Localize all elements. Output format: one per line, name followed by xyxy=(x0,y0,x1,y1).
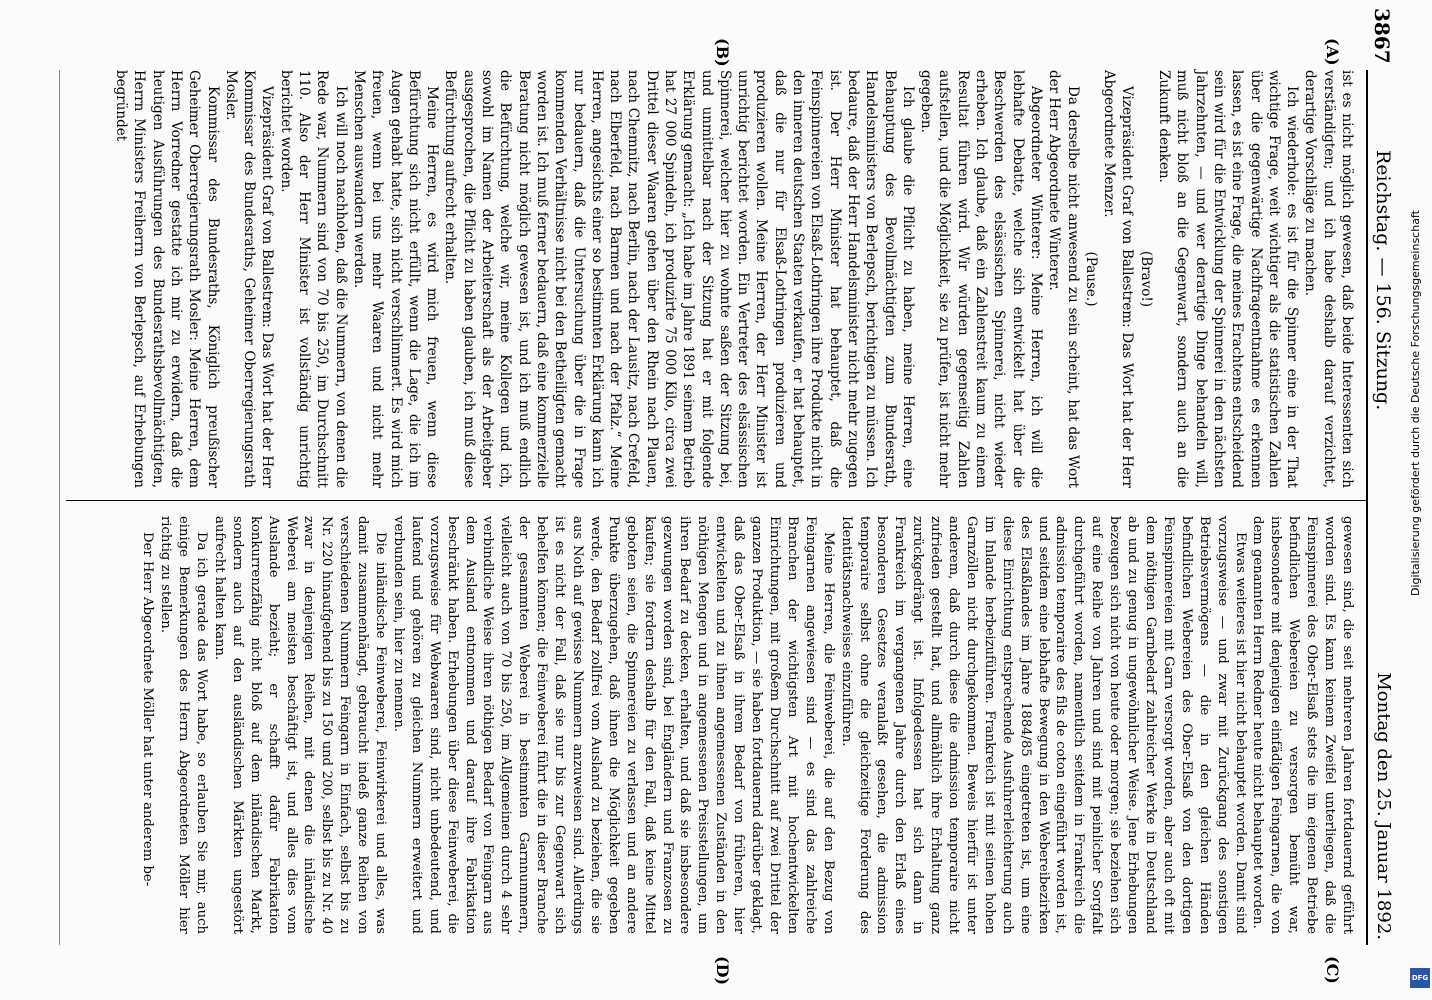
session-date: Montag den 25. Januar 1892. xyxy=(1373,672,1394,940)
right-column xyxy=(138,516,1356,934)
paragraph: gewesen sind, die seit mehreren Jahren fortdauernd geführt worden sind. Es kann keinem Zweifel unterliegen, daß die Feinspinnerei des Ober-Elsaß stets die im eigenen Betriebe befindlichen Webereien zu versorgen bemüht war, insbesondere mit denjenigen einfädigen Feingarnen, die von dem genannten Herrn Redner heute nicht behauptet worden. xyxy=(1250,516,1355,934)
speaker-paragraph: Vizepräsident Graf von Ballestrem: Das Wort hat der Herr Abgeordnete Menzer. xyxy=(1101,70,1136,488)
page-number: 3867 xyxy=(1370,8,1394,64)
paragraph: Da ich gerade das Wort habe, so erlauben Sie mir, auch einige Bemerkungen des Herrn Abgeordneten Möller hier richtig zu stellen. xyxy=(158,516,209,934)
paragraph: Da derselbe nicht anwesend zu sein scheint, hat das Wort der Herr Abgeordnete Winterer. xyxy=(1046,70,1081,488)
paragraph: Meine Herren, es wird mich freuen, wenn diese Befürchtung sich nicht erfüllt, wenn die Lage, die ich im Augen gehabt hatte, sich nicht verschlimmert. Es wird mich freuen, wenn bei uns mehr Waaren und nicht mehr Menschen auswandern werden. xyxy=(350,70,441,488)
bottom-rule xyxy=(59,70,60,945)
margin-letter-c: (C) xyxy=(1323,956,1342,984)
paragraph: Meine Herren, die Feinweberei, die auf den Bezug von Feingarnen angewiesen sind — es sind das zahlreiche Branchen der wichtigsten Art mit hochentwickelten Einrichtungen, mit großem Durchschnitt auf zwei Drittel der ganzen Produktion, — sie haben fortdauernd darüber geklagt, daß das Ober-Elsaß in ihrem Bedarf von früheren, hier entwickelten und zu ihnen angemessenen Zuständen in den nöthigen Mengen und in angemessenen Preisstellungen, um ihren Bedarf zu decken, erhalten, und daß sie insbesondere gezwungen worden sind, bei Engländern und Franzosen zu kaufen; sie fordern deshalb für den Fall, daß keine Mittel geboten seien, die Spinnereien zu verlassen und an andere Punkte überzugehen, daß ihnen die Möglichkeit gegeben werde, den Bedarf zollfrei vom Ausland zu beziehen, die sie aus Noth auf gewisse Nummern anzuweisen sind. Allerdings ist es nicht der Fall, daß sie nur bis zur Gegenwart sich behelfen können; die Feinweberei führt die in dieser Branche der gesammten Weberei in bestimmten Garnnummern, vielleicht auch von 70 bis 250, im Allgemeinen durch 4 sehr verbindliche Weise ihren nöthigen Bedarf von Feingarn aus dem Ausland entnommen und darauf ihre Fabrikation beschränkt haben. Erhebungen über diese Feinweberei, die vorzugsweise für Webwaaren sind, nicht unbedeutend, und laufend und gehören zu gleichen Nummern erweitert und verbunden sein, hier zu nennen. xyxy=(390,516,836,934)
paragraph: Die inländische Feinweberei, Feinwirkerei und alles, was damit zusammenhängt, gebraucht indeß ganze Reihen von verschiedenen Nummern Feingarn in Einfach, selbst bis zu Nr. 220 hinaufgehend bis zu 150 und 200, selbst bis zu Nr. 40 zwar in denjenigen Reihen, mit denen die inländische Weberei am meisten beschäftigt ist, und alles dies vom Auslande bezieht; er schafft dafür Fabrikation konkurrenzfähig nicht bloß auf dem inländischen Markt, sondern auch auf den ausländischen Märkten ungestört aufrecht halten kann. xyxy=(211,516,389,934)
column-divider xyxy=(66,500,1366,501)
interjection: (Bravo!) xyxy=(1137,250,1154,308)
running-title: Reichstag. — 156. Sitzung. xyxy=(1372,150,1394,411)
margin-letter-d: (D) xyxy=(713,956,732,986)
speaker-paragraph: Kommissar des Bundesraths, Königlich preußischer Geheimer Oberregierungsrath Mosler: Meine Herren, dem Herrn Vorredner gestatte ich mir zu erwidern, daß die heutigen Ausführungen des Bundesrathsbevollmächtigten, Herrn Ministers Freiherrn von Berlepsch, auf Erhebungen begründet xyxy=(113,70,221,488)
paragraph: Ich glaube die Pflicht zu haben, meine Herren, eine Behauptung des Bevollmächtigten zum Bundesrath, Handelsministers von Berlepsch, berichtigen zu müssen. Ich bedaure, daß der Herr Handelsminister nicht mehr zugegen ist. Der Herr Minister hat behauptet, daß die Feinspinnereien von Elsaß-Lothringen ihre Produkte nicht in den inneren deutschen Staaten verkaufen, er hat behauptet, daß die nur für Elsaß-Lothringen produzieren und produzieren wollen. Meine Herren, der Herr Minister ist unrichtig berichtet worden. Ein Vertreter des elsässischen Spinnerei, welcher hier zu wohnte saßen der Sitzung bei, und unmittelbar nach der Sitzung hat er mit folgende Erklärung gemacht: „Ich habe im Jahre 1891 seinem Betrieb hat 27 000 Spindeln, ich produzirte 75 000 Kilo, circa zwei Drittel dieser Waaren gehen über den Rhein nach Plauen, nach Chemnitz, nach Berlin, nach der Lausitz, nach Crefeld, nach Elberfeld, nach Barmen und nach der Pfalz.“ Meine Herren, angesichts einer so bestimmten Erklärung kann ich nur bedauern, daß die Untersuchung über die in Frage kommenden Verhältnisse nicht bei den Betheiligten gemacht worden ist. Ich muß ferner bedauern, daß eine kommerzielle Beratung nicht möglich gewesen ist, und ich muß endlich die Befürchtung, welche wir, meine Kollegen und ich, sowohl im Namen der Arbeiterschaft als der Arbeitgeber ausgesprochen, die Pflicht zu haben glauben, ich muß diese Befürchtung aufrecht erhalten. xyxy=(442,70,916,488)
speaker-paragraph: Abgeordneter Winterer: Meine Herren, ich will die lebhafte Debatte, welche sich entwickelt hat über die Beschwerden des elsässischen Spinnerei, nicht wieder erheben. Ich glaube, daß ein Zahlenstreit kaum zu einem Resultat führen wird. Wir würden gegenseitig Zahlen aufstellen, und die Möglichkeit, sie zu prüfen, ist nicht mehr gegeben. xyxy=(918,70,1044,488)
digitization-credit: Digitalisierung gefördert durch die Deutsche Forschungsgemeinschaft xyxy=(1409,210,1422,596)
left-column xyxy=(112,70,1356,488)
paragraph: Etwas weiteres ist hier nicht behauptet worden. Damit sind vorzugsweise — und zwar mit Zurückgang des sonstigen Betriebsvermögens — die in den gleichen Händen befindlichen Webereien des Ober-Elsaß von den dortigen Feinspinnereien mit Garn versorgt worden, aber auch oft mit dem nöthigen Garnbedarf zahlreicher Werke in Deutschland ab und zu genug in ungewöhnlicher Weise. Jene Erhebungen bezeugen sich nicht von heute oder morgen; sie beziehen sich auf eine Reihe von Jahren und sind mit peinlicher Sorgfalt durchgeführt worden, namentlich seitdem in Frankreich die admission temporaire des fils de coton eingeführt worden ist, und seitdem eine lebhafte Bewegung in den Webereibezirken des Elsaßlandes im Jahre 1884/85 eingetreten ist, um eine diese Einrichtung entsprechende Ausfuhrerleichterung auch im Inlande herbeizuführen. Frankreich ist mit seinen hohen Garnzöllen nicht durchgekommen. Beweis hierfür ist unter anderem, daß durch diese die admission temporaire nicht zufrieden gestellt hat, und allmählich ihre Erhaltung ganz zurückgedrängt ist. Infolgedessen hat sich dann in Frankreich im vergangenen Jahre durch den Erlaß eines besonderen Gesetzes veranlaßt gesehen, die admission temporaire selbst ohne die gleichzeitige Forderung des Identitätsnachweises einzuführen. xyxy=(838,516,1248,934)
header-rule xyxy=(1366,70,1368,945)
paragraph: Ich wiederhole: es ist für die Spinner eine in der That wichtige Frage, weit wichtiger als die statistischen Zahlen über die gegenwärtige Nachfrageentnahme es erkennen lassen, es ist eine Frage, die meines Erachtens entscheidend sein wird für die Entwicklung der Spinnerei in den nächsten Jahrzehnten, — und wer derartige Dinge behandeln will, muß nicht bloß an die Gegenwart, sondern auch an die Zukunft denken. xyxy=(1156,70,1301,488)
speaker-paragraph: Vizepräsident Graf von Ballestrem: Das Wort hat der Herr Kommissar des Bundesraths, Geheimer Oberregierungsrath Mosler. xyxy=(222,70,276,488)
interjection: (Pause.) xyxy=(1082,251,1099,307)
margin-letter-b: (B) xyxy=(713,38,732,67)
paragraph: Der Herr Abgeordnete Möller hat unter anderem be- xyxy=(140,532,156,887)
margin-letter-a: (A) xyxy=(1323,38,1342,66)
dfg-logo: DFG xyxy=(1410,968,1430,988)
paragraph: ist es nicht möglich gewesen, daß beide Interessenten sich verständigten; und ich habe deshalb darauf verzichtet, derartige Vorschläge zu machen. xyxy=(1302,70,1355,488)
paragraph: Ich will noch nachholen, daß die Nummern, von denen die Rede war, Nummern sind von 70 bis 250, im Durchschnitt 110. Also der Herr Minister ist vollständig unrichtig berichtet worden. xyxy=(277,70,349,488)
